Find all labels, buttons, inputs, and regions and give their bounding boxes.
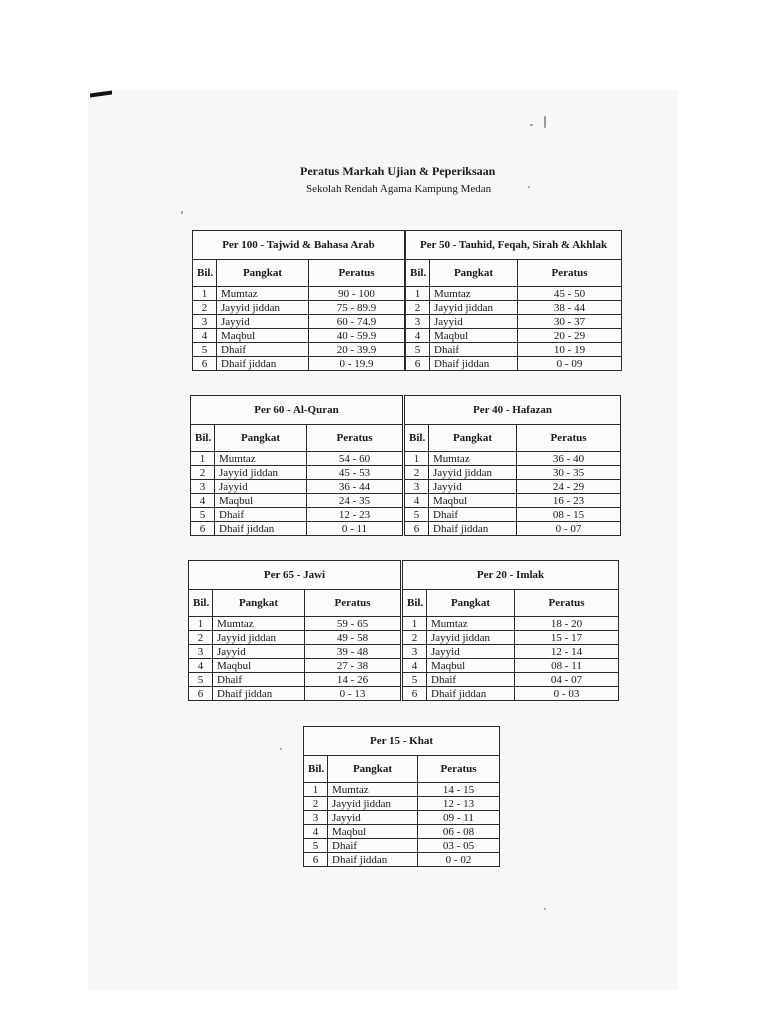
grade-name: Dhaif — [215, 508, 307, 522]
grade-name: Maqbul — [217, 329, 309, 343]
grade-name: Jayyid jiddan — [217, 301, 309, 315]
column-header: Peratus — [309, 260, 405, 287]
grade-name: Dhaif jiddan — [427, 687, 515, 701]
row-number: 2 — [406, 301, 430, 315]
score-range: 0 - 11 — [307, 522, 403, 536]
grade-name: Dhaif — [217, 343, 309, 357]
row-number: 6 — [191, 522, 215, 536]
row-number: 6 — [193, 357, 217, 371]
row-number: 1 — [191, 452, 215, 466]
row-number: 4 — [189, 659, 213, 673]
scan-speck — [528, 186, 530, 188]
column-header: Peratus — [305, 590, 401, 617]
score-range: 14 - 15 — [418, 783, 500, 797]
column-header: Peratus — [517, 425, 621, 452]
score-range: 90 - 100 — [309, 287, 405, 301]
grade-name: Jayyid jiddan — [215, 466, 307, 480]
score-range: 75 - 89.9 — [309, 301, 405, 315]
score-range: 12 - 23 — [307, 508, 403, 522]
score-range: 0 - 09 — [518, 357, 622, 371]
row-number: 1 — [405, 452, 429, 466]
score-range: 12 - 14 — [515, 645, 619, 659]
score-range: 0 - 13 — [305, 687, 401, 701]
row-number: 5 — [189, 673, 213, 687]
grade-name: Maqbul — [429, 494, 517, 508]
column-header: Pangkat — [430, 260, 518, 287]
table-row — [405, 452, 621, 466]
table-row — [406, 329, 622, 343]
score-range: 24 - 29 — [517, 480, 621, 494]
grade-table — [402, 560, 619, 701]
row-number: 1 — [304, 783, 328, 797]
scan-speck — [544, 908, 546, 910]
table-caption: Per 60 - Al-Quran — [191, 396, 403, 425]
grade-name: Jayyid — [215, 480, 307, 494]
scan-speck — [280, 748, 282, 750]
row-number: 4 — [403, 659, 427, 673]
table-row — [189, 659, 401, 673]
score-range: 0 - 03 — [515, 687, 619, 701]
table-row — [193, 357, 405, 371]
score-range: 10 - 19 — [518, 343, 622, 357]
row-number: 4 — [193, 329, 217, 343]
grade-name: Dhaif jiddan — [429, 522, 517, 536]
column-header: Peratus — [418, 756, 500, 783]
row-number: 3 — [189, 645, 213, 659]
scan-speck — [530, 124, 533, 126]
column-header: Peratus — [515, 590, 619, 617]
table-row — [304, 853, 500, 867]
page-subtitle: Sekolah Rendah Agama Kampung Medan — [306, 183, 492, 195]
column-header: Bil. — [403, 590, 427, 617]
table-row — [193, 343, 405, 357]
grade-name: Jayyid — [427, 645, 515, 659]
table-row — [304, 797, 500, 811]
score-range: 24 - 35 — [307, 494, 403, 508]
grade-name: Maqbul — [430, 329, 518, 343]
grade-name: Dhaif jiddan — [217, 357, 309, 371]
grade-name: Jayyid — [430, 315, 518, 329]
score-range: 18 - 20 — [515, 617, 619, 631]
table-row — [405, 480, 621, 494]
grade-name: Jayyid — [217, 315, 309, 329]
grade-name: Dhaif — [427, 673, 515, 687]
column-header: Bil. — [405, 425, 429, 452]
table-row — [189, 631, 401, 645]
table-row — [304, 839, 500, 853]
score-range: 04 - 07 — [515, 673, 619, 687]
score-range: 45 - 50 — [518, 287, 622, 301]
score-range: 08 - 15 — [517, 508, 621, 522]
column-header: Pangkat — [429, 425, 517, 452]
grade-name: Dhaif jiddan — [213, 687, 305, 701]
column-header: Peratus — [307, 425, 403, 452]
grade-name: Jayyid — [213, 645, 305, 659]
column-header: Bil. — [189, 590, 213, 617]
table-row — [405, 522, 621, 536]
table-row — [403, 631, 619, 645]
row-number: 1 — [193, 287, 217, 301]
row-number: 1 — [403, 617, 427, 631]
row-number: 4 — [191, 494, 215, 508]
row-number: 2 — [193, 301, 217, 315]
grade-name: Jayyid jiddan — [328, 797, 418, 811]
score-range: 14 - 26 — [305, 673, 401, 687]
grade-name: Mumtaz — [328, 783, 418, 797]
table-caption: Per 20 - Imlak — [403, 561, 619, 590]
column-header: Pangkat — [215, 425, 307, 452]
column-header: Bil. — [193, 260, 217, 287]
table-row — [193, 287, 405, 301]
score-range: 15 - 17 — [515, 631, 619, 645]
table-caption: Per 100 - Tajwid & Bahasa Arab — [193, 231, 405, 260]
grade-name: Maqbul — [215, 494, 307, 508]
row-number: 6 — [405, 522, 429, 536]
column-header: Pangkat — [427, 590, 515, 617]
column-header: Pangkat — [213, 590, 305, 617]
score-range: 0 - 19.9 — [309, 357, 405, 371]
row-number: 4 — [406, 329, 430, 343]
row-number: 6 — [406, 357, 430, 371]
grade-name: Jayyid jiddan — [213, 631, 305, 645]
score-range: 45 - 53 — [307, 466, 403, 480]
grade-name: Mumtaz — [430, 287, 518, 301]
score-range: 38 - 44 — [518, 301, 622, 315]
table-caption: Per 40 - Hafazan — [405, 396, 621, 425]
table-row — [403, 617, 619, 631]
table-row — [189, 645, 401, 659]
score-range: 08 - 11 — [515, 659, 619, 673]
row-number: 5 — [191, 508, 215, 522]
table-row — [406, 287, 622, 301]
table-row — [191, 522, 403, 536]
row-number: 6 — [189, 687, 213, 701]
score-range: 0 - 02 — [418, 853, 500, 867]
row-number: 4 — [405, 494, 429, 508]
row-number: 2 — [403, 631, 427, 645]
score-range: 49 - 58 — [305, 631, 401, 645]
grade-name: Mumtaz — [217, 287, 309, 301]
row-number: 1 — [189, 617, 213, 631]
table-row — [191, 508, 403, 522]
table-row — [403, 659, 619, 673]
grade-name: Mumtaz — [427, 617, 515, 631]
grade-name: Dhaif jiddan — [430, 357, 518, 371]
score-range: 16 - 23 — [517, 494, 621, 508]
score-range: 20 - 29 — [518, 329, 622, 343]
row-number: 5 — [304, 839, 328, 853]
row-number: 5 — [193, 343, 217, 357]
score-range: 60 - 74.9 — [309, 315, 405, 329]
grade-table — [192, 230, 405, 371]
grade-name: Jayyid jiddan — [430, 301, 518, 315]
grade-name: Jayyid jiddan — [429, 466, 517, 480]
score-range: 12 - 13 — [418, 797, 500, 811]
grade-name: Jayyid — [429, 480, 517, 494]
row-number: 5 — [406, 343, 430, 357]
grade-name: Mumtaz — [215, 452, 307, 466]
grade-name: Maqbul — [427, 659, 515, 673]
row-number: 3 — [406, 315, 430, 329]
table-row — [406, 301, 622, 315]
column-header: Bil. — [304, 756, 328, 783]
row-number: 3 — [405, 480, 429, 494]
table-row — [189, 673, 401, 687]
score-range: 09 - 11 — [418, 811, 500, 825]
score-range: 30 - 37 — [518, 315, 622, 329]
table-row — [406, 315, 622, 329]
page-title: Peratus Markah Ujian & Peperiksaan — [300, 164, 496, 178]
row-number: 3 — [191, 480, 215, 494]
score-range: 06 - 08 — [418, 825, 500, 839]
table-row — [403, 645, 619, 659]
grade-name: Maqbul — [213, 659, 305, 673]
table-row — [304, 825, 500, 839]
grade-name: Dhaif — [328, 839, 418, 853]
score-range: 03 - 05 — [418, 839, 500, 853]
score-range: 39 - 48 — [305, 645, 401, 659]
score-range: 0 - 07 — [517, 522, 621, 536]
row-number: 1 — [406, 287, 430, 301]
score-range: 40 - 59.9 — [309, 329, 405, 343]
score-range: 54 - 60 — [307, 452, 403, 466]
grade-name: Dhaif — [429, 508, 517, 522]
table-row — [304, 783, 500, 797]
scan-speck — [181, 211, 183, 214]
grade-table — [303, 726, 500, 867]
table-row — [405, 494, 621, 508]
column-header: Bil. — [406, 260, 430, 287]
table-row — [406, 357, 622, 371]
grade-name: Mumtaz — [213, 617, 305, 631]
grade-table — [404, 395, 621, 536]
row-number: 2 — [189, 631, 213, 645]
table-row — [191, 466, 403, 480]
row-number: 2 — [191, 466, 215, 480]
table-row — [405, 466, 621, 480]
row-number: 6 — [403, 687, 427, 701]
grade-name: Dhaif — [213, 673, 305, 687]
grade-name: Maqbul — [328, 825, 418, 839]
row-number: 5 — [405, 508, 429, 522]
row-number: 2 — [304, 797, 328, 811]
column-header: Pangkat — [217, 260, 309, 287]
grade-name: Dhaif jiddan — [328, 853, 418, 867]
score-range: 30 - 35 — [517, 466, 621, 480]
column-header: Pangkat — [328, 756, 418, 783]
row-number: 3 — [193, 315, 217, 329]
grade-table — [405, 230, 622, 371]
table-row — [191, 480, 403, 494]
grade-name: Dhaif — [430, 343, 518, 357]
row-number: 3 — [304, 811, 328, 825]
table-row — [403, 687, 619, 701]
row-number: 6 — [304, 853, 328, 867]
grade-name: Mumtaz — [429, 452, 517, 466]
score-range: 20 - 39.9 — [309, 343, 405, 357]
score-range: 59 - 65 — [305, 617, 401, 631]
table-row — [304, 811, 500, 825]
table-row — [403, 673, 619, 687]
table-caption: Per 65 - Jawi — [189, 561, 401, 590]
table-row — [193, 329, 405, 343]
score-range: 36 - 44 — [307, 480, 403, 494]
table-row — [189, 687, 401, 701]
grade-table — [188, 560, 401, 701]
table-row — [406, 343, 622, 357]
row-number: 5 — [403, 673, 427, 687]
row-number: 2 — [405, 466, 429, 480]
table-row — [191, 452, 403, 466]
table-row — [405, 508, 621, 522]
table-caption: Per 15 - Khat — [304, 727, 500, 756]
grade-name: Jayyid jiddan — [427, 631, 515, 645]
table-row — [191, 494, 403, 508]
column-header: Bil. — [191, 425, 215, 452]
grade-table — [190, 395, 403, 536]
table-caption: Per 50 - Tauhid, Feqah, Sirah & Akhlak — [406, 231, 622, 260]
column-header: Peratus — [518, 260, 622, 287]
row-number: 4 — [304, 825, 328, 839]
table-row — [193, 315, 405, 329]
scan-speck — [544, 116, 546, 128]
row-number: 3 — [403, 645, 427, 659]
score-range: 36 - 40 — [517, 452, 621, 466]
grade-name: Dhaif jiddan — [215, 522, 307, 536]
table-row — [189, 617, 401, 631]
table-row — [193, 301, 405, 315]
score-range: 27 - 38 — [305, 659, 401, 673]
grade-name: Jayyid — [328, 811, 418, 825]
